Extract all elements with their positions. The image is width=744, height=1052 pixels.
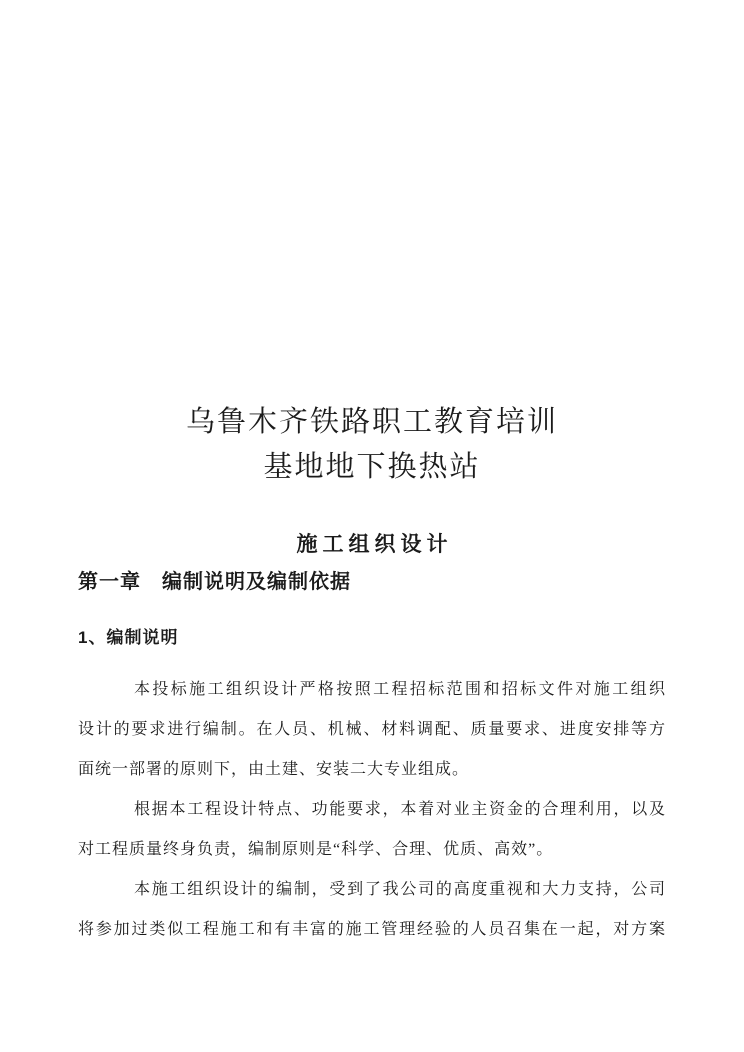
document-title	[78, 0, 666, 490]
body-text	[78, 670, 666, 950]
paragraph-1-line-2: 设计的要求进行编制。在人员、机械、材料调配、质量要求、进度安排等方	[78, 721, 666, 738]
paragraph-1-line-3: 面统一部署的原则下，由土建、安装二大专业组成。	[78, 761, 470, 778]
paragraph-3	[78, 870, 666, 950]
document-title-line-1: 乌鲁木齐铁路职工教育培训	[185, 406, 558, 438]
section-heading: 1、编制说明	[78, 628, 179, 647]
paragraph-2-line-2: 对工程质量终身负责，编制原则是“科学、合理、优质、高效”。	[78, 841, 554, 858]
paragraph-2-line-1: 根据本工程设计特点、功能要求，本着对业主资金的合理利用，以及	[134, 801, 666, 818]
paragraph-3-line-2: 将参加过类似工程施工和有丰富的施工管理经验的人员召集在一起，对方案	[78, 921, 666, 938]
document-subtitle: 施工组织设计	[296, 533, 453, 556]
chapter-heading: 第一章 编制说明及编制依据	[78, 571, 351, 593]
paragraph-1-line-1: 本投标施工组织设计严格按照工程招标范围和招标文件对施工组织	[134, 681, 666, 698]
document-title-line-2: 基地地下换热站	[263, 451, 481, 483]
paragraph-1	[78, 670, 666, 790]
paragraph-2	[78, 790, 666, 870]
paragraph-3-line-1: 本施工组织设计的编制，受到了我公司的高度重视和大力支持，公司	[134, 881, 666, 898]
